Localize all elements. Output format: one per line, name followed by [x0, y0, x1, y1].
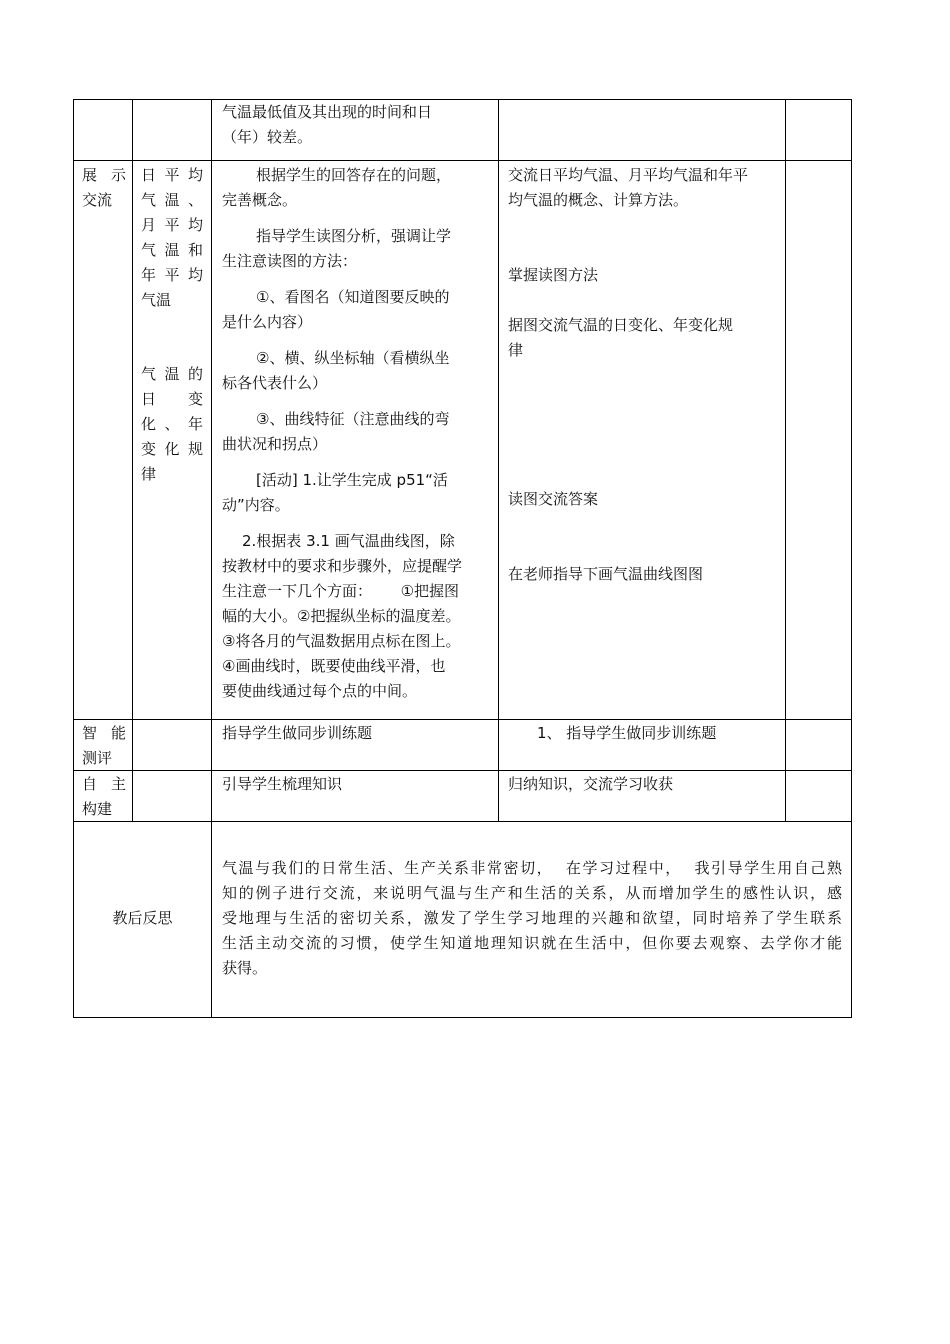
vline-col4	[498, 99, 499, 821]
stage-label-zhanshi	[82, 163, 126, 213]
hline-4	[73, 821, 852, 822]
topic-line: 律	[141, 465, 157, 483]
student-line: 1、 指导学生做同步训练题	[537, 724, 717, 742]
topic-average-temperature	[141, 163, 203, 313]
teacher-paragraph	[222, 346, 492, 396]
topic-line: 气温、	[141, 191, 203, 209]
teacher-paragraph	[222, 224, 492, 274]
stage-label-line: 交流	[82, 191, 113, 209]
reflection-label	[74, 906, 211, 931]
teacher-line: 是什么内容）	[222, 313, 313, 331]
topic-temperature-variation	[141, 362, 203, 487]
student-answer-text	[508, 487, 780, 512]
topic-line: 气温的	[141, 365, 203, 383]
topic-line: 变化规	[141, 440, 203, 458]
student-line: 读图交流答案	[508, 490, 599, 508]
stage-label-line: 自 主	[82, 775, 126, 793]
teacher-line: 完善概念。	[222, 191, 298, 209]
hline-2	[73, 719, 852, 720]
student-line: 律	[508, 341, 524, 359]
student-reading-method	[508, 263, 780, 288]
reflection-line: 生活主动交流的习惯，使学生知道地理知识就在生活中，但你要去观察、去学你才能	[222, 934, 842, 952]
teacher-line: 要使曲线通过每个点的中间。	[222, 682, 418, 700]
teacher-activity-text	[222, 163, 492, 704]
teacher-line: 引导学生梳理知识	[222, 775, 343, 793]
top-row-line: （年）较差。	[222, 128, 313, 146]
zizhu-student-text	[508, 772, 780, 797]
student-variation-text	[508, 313, 780, 363]
vline-col2	[132, 99, 133, 821]
reflection-line: 获得。	[222, 959, 268, 977]
stage-label-zhineng	[82, 721, 126, 771]
teacher-paragraph	[222, 163, 492, 213]
topic-line: 化、年	[141, 415, 203, 433]
stage-label-zizhu	[82, 772, 126, 822]
teacher-line: ③、曲线特征（注意曲线的弯	[256, 410, 450, 428]
reflection-text	[222, 856, 842, 981]
teacher-line: 根据学生的回答存在的问题，	[256, 166, 452, 184]
topic-line: 日平均	[141, 166, 203, 184]
teacher-line: 曲状况和拐点）	[222, 435, 328, 453]
topic-line: 日 变	[141, 390, 203, 408]
stage-label-line: 构建	[82, 800, 113, 818]
teacher-line: ③将各月的气温数据用点标在图上。	[222, 632, 461, 650]
teacher-line: 标各代表什么）	[222, 374, 328, 392]
topic-line: 月平均	[141, 216, 203, 234]
teacher-line: 生注意读图的方法：	[222, 252, 358, 270]
teacher-line: ④画曲线时，既要使曲线平滑，也	[222, 657, 446, 675]
student-line: 在老师指导下画气温曲线图图	[508, 565, 704, 583]
vline-col3	[211, 99, 212, 1018]
hline-3	[73, 770, 852, 771]
hline-bottom	[73, 1017, 852, 1018]
teacher-line: 动”内容。	[222, 496, 290, 514]
teacher-line: 指导学生读图分析，强调让学	[256, 227, 452, 245]
teacher-line: 按教材中的要求和步骤外，应提醒学	[222, 557, 463, 575]
zhineng-teacher-text	[222, 721, 492, 746]
teacher-paragraph	[222, 468, 492, 518]
vline-col5	[785, 99, 786, 821]
teacher-paragraph	[222, 407, 492, 457]
student-line: 据图交流气温的日变化、年变化规	[508, 316, 734, 334]
teacher-line: ②、横、纵坐标轴（看横纵坐	[256, 349, 450, 367]
student-line: 交流日平均气温、月平均气温和年平	[508, 166, 749, 184]
teacher-line: 生注意一下几个方面： ①把握图	[222, 582, 460, 600]
hline-1	[73, 160, 852, 161]
student-line: 均气温的概念、计算方法。	[508, 191, 689, 209]
reflection-label-text: 教后反思	[112, 909, 173, 927]
reflection-line: 气温与我们的日常生活、生产关系非常密切， 在学习过程中， 我引导学生用自己熟	[222, 859, 842, 877]
student-activity-text	[508, 163, 780, 213]
teacher-line: [活动] 1.让学生完成 p51“活	[256, 471, 448, 489]
student-draw-text	[508, 562, 780, 587]
teacher-paragraph	[222, 285, 492, 335]
vline-left	[73, 99, 74, 1018]
topic-line: 气温	[141, 291, 172, 309]
stage-label-line: 测评	[82, 749, 113, 767]
teacher-paragraph	[222, 529, 492, 704]
zizhu-teacher-text	[222, 772, 492, 797]
reflection-line: 受地理与生活的密切关系，激发了学生学习地理的兴趣和欲望，同时培养了学生联系	[222, 909, 842, 927]
topic-line: 年平均	[141, 266, 203, 284]
teacher-line: 2.根据表 3.1 画气温曲线图，除	[242, 532, 455, 550]
vline-right	[851, 99, 852, 1018]
student-line: 归纳知识，交流学习收获	[508, 775, 674, 793]
top-row-line: 气温最低值及其出现的时间和日	[222, 103, 433, 121]
stage-label-line: 展 示	[82, 166, 126, 184]
stage-label-line: 智 能	[82, 724, 126, 742]
teacher-line: 指导学生做同步训练题	[222, 724, 373, 742]
student-line: 掌握读图方法	[508, 266, 599, 284]
zhineng-student-text	[537, 721, 780, 746]
topic-line: 气温和	[141, 241, 203, 259]
top-row-teacher-text	[222, 100, 492, 150]
reflection-line: 知的例子进行交流，来说明气温与生产和生活的关系，从而增加学生的感性认识，感	[222, 884, 842, 902]
teacher-line: ①、看图名（知道图要反映的	[256, 288, 450, 306]
teacher-line: 幅的大小。②把握纵坐标的温度差。	[222, 607, 461, 625]
